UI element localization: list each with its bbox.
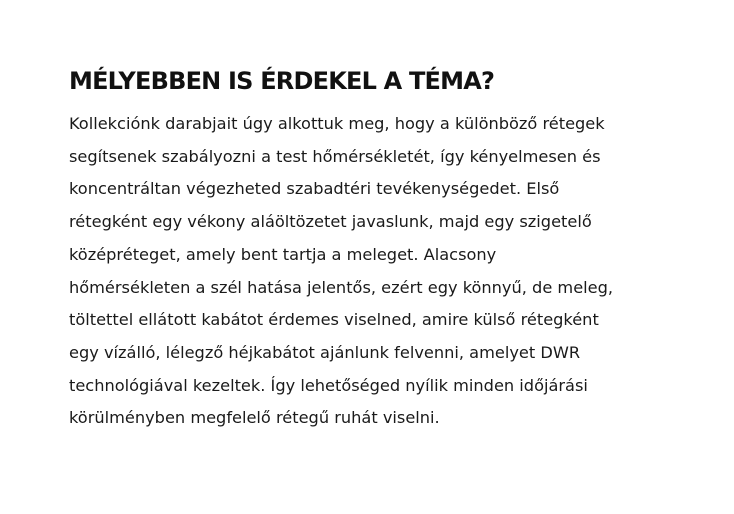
paragraph-line: Kollekciónk darabjait úgy alkottuk meg, hogy a különböző rétegek [69,114,605,133]
paragraph-line: rétegként egy vékony aláöltözetet javaslunk, majd egy szigetelő [69,212,592,232]
paragraph-line: egy vízálló, lélegző héjkabátot ajánlunk felvenni, amelyet DWR [69,342,581,362]
paragraph-line: hőmérsékleten a szél hatása jelentős, ezért egy könnyű, de meleg, [69,277,614,297]
paragraph-line: technológiával kezeltek. Így lehetőséged nyílik minden időjárási [69,375,588,395]
paragraph-line: körülményben megfelelő rétegű ruhát viselni. [69,408,440,428]
section-paragraph [69,108,689,435]
paragraph-line: töltettel ellátott kabátot érdemes viselned, amire külső rétegként [69,310,599,330]
info-section [69,64,689,435]
paragraph-line: középréteget, amely bent tartja a meleget. Alacsony [69,244,497,264]
paragraph-line: segítsenek szabályozni a test hőmérsékletét, így kényelmesen és [69,146,601,166]
section-heading: MÉLYEBBEN IS ÉRDEKEL A TÉMA? [69,67,495,95]
paragraph-line: koncentráltan végezheted szabadtéri tevékenységedet. Első [69,179,560,199]
